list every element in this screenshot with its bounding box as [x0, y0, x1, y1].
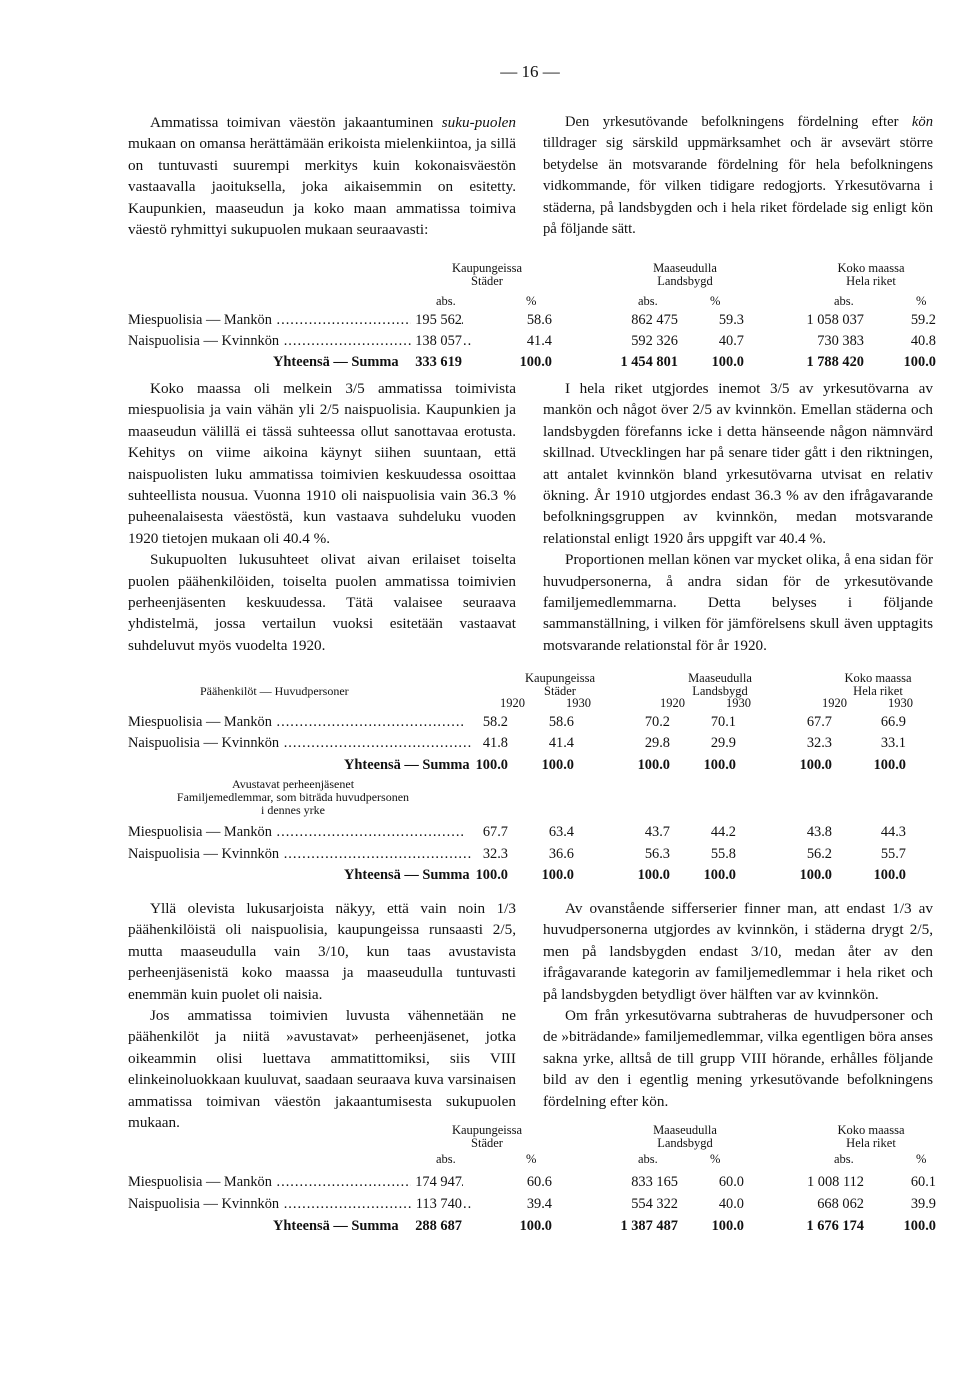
row-label: Naispuolisia — Kvinnkön ..... — [128, 1196, 472, 1213]
cell-city-abs: 174 947 — [411, 1174, 462, 1191]
fi-intro-lead: Ammatissa toimivan väestön jakaantuminen — [150, 114, 434, 131]
cell-value: 63.4 — [548, 824, 574, 840]
cell-value: 100.0 — [475, 757, 508, 773]
col-pct: % — [526, 1152, 537, 1166]
cell-city-pct: 100.0 — [519, 1218, 552, 1234]
cell-city-pct: 100.0 — [519, 354, 552, 370]
fi-intro-paragraph — [128, 112, 516, 240]
row-label: Yhteensä — Summa — [273, 354, 399, 370]
total-header-sv: Hela riket — [846, 274, 896, 288]
cell-total-pct: 40.8 — [910, 333, 936, 349]
cell-total-abs: 1 788 420 — [806, 354, 864, 370]
year-header-row — [128, 696, 936, 716]
cell-total-pct: 60.1 — [910, 1174, 936, 1190]
sv-mid-p2: Proportionen mellan könen var mycket olika, å ena sidan för huvudpersonerna, å andra sidan för de yrkesutövande familjemedlemmarna. Detta belyses i följande sammanställning, i vilken för jämförelsens skull även upptagits motsvarande relationstal för år 1920. — [543, 551, 933, 654]
cell-total-pct: 39.9 — [910, 1196, 936, 1212]
rural-header-sv: Landsbygd — [657, 1136, 713, 1150]
col-pct: % — [916, 294, 927, 308]
table-row — [128, 1196, 936, 1216]
cell-rural-abs: 1 387 487 — [620, 1218, 678, 1234]
rural-header — [610, 1124, 760, 1150]
cell-value: 100.0 — [799, 867, 832, 883]
table-sex-distribution-net — [128, 1124, 936, 1234]
table-row — [128, 735, 936, 755]
row-label: Miespuolisia — Mankön ..... — [128, 312, 465, 329]
table-subheader-row — [128, 294, 936, 314]
cell-value: 100.0 — [541, 757, 574, 773]
group2-title — [128, 778, 458, 817]
fi-low-p1: Yllä olevista lukusarjoista näkyy, että vain noin 1/3 päähenkilöistä oli naispuolisia, kaupungeissa runsaasti 2/5, mutta maaseudulla vain 3/10, kun taas avustavista perheenjäsenistä koko maassa ja maaseudulla tuntuvasti enemmän kuin puolet oli naisia. — [128, 900, 516, 1003]
cell-city-abs: 288 687 — [415, 1218, 462, 1234]
cell-rural-abs: 1 454 801 — [620, 354, 678, 370]
col-abs: abs. — [638, 294, 658, 308]
col-abs: abs. — [436, 294, 456, 308]
col-abs: abs. — [638, 1152, 658, 1166]
city-header-fi: Kaupungeissa — [451, 261, 523, 275]
cell-value: 100.0 — [475, 867, 508, 883]
col-year: 1920 — [660, 696, 685, 710]
total-header — [818, 672, 938, 698]
cell-value: 67.7 — [479, 824, 508, 841]
cell-total-pct: 59.2 — [910, 312, 936, 328]
cell-rural-pct: 100.0 — [711, 354, 744, 370]
cell-value: 100.0 — [637, 757, 670, 773]
table-sex-distribution — [128, 262, 936, 372]
sv-mid-p1: I hela riket utgjordes inemot 3/5 av yrkesutövarna av mankön och något över 2/5 av kvinnkön. Emellan städerna och landsbygden förefanns icke i detta hänseende någon nämnvärd skillnad. Utvecklingen har på senare tider gått i den riktningen, att antalet kvinnkön bland yrkesutövarna utvisat en relativ ökning. År 1910 utgjordes endast 36.3 % av den ifrågavarande befolkningsgruppen av kvinnkön, medan motsvarande relationstal enligt 1920 års uppgift var 40.4 %. — [543, 380, 933, 547]
city-header-sv: Städer — [471, 274, 503, 288]
cell-value: 43.7 — [644, 824, 670, 840]
rural-header — [610, 262, 760, 288]
cell-rural-pct: 40.0 — [718, 1196, 744, 1212]
cell-city-abs: 333 619 — [415, 354, 462, 370]
cell-rural-abs: 592 326 — [631, 333, 678, 349]
table-persons-comparison — [128, 668, 936, 888]
cell-value: 56.3 — [644, 846, 670, 862]
cell-value: 41.8 — [479, 735, 508, 752]
col-year: 1930 — [566, 696, 591, 710]
fi-mid-p1: Koko maassa oli melkein 3/5 ammatissa toimivista miespuolisia ja vain vähän yli 2/5 naispuolisia. Kaupunkien ja maaseudun välillä ei tässä suhteessa ollut sanottavaa erotusta. Kehitys on viime aikoina käynyt siihen suuntaan, että naispuolisten luku ammatissa toimivien keskuudessa osoittaa suhteellista nousua. Vuonna 1910 oli naispuolisia vain 36.3 % puheenalaisesta väestöstä, kun vastaava suhdeluku vuoden 1920 tietojen mukaan oli 40.4 %. — [128, 380, 516, 547]
total-header — [796, 262, 946, 288]
fi-mid-p2: Sukupuolten lukusuhteet olivat aivan erilaiset toiselta puolen päähenkilöiden, toiselta puolen ammatissa toimivien perheenjäsenten keskuudessa. Tätä valaisee seuraava yhdistelmä, jossa vertailun vuoksi esitetään vastaavat suhdeluvut myös vuodelta 1920. — [128, 551, 516, 654]
city-header-sv: Städer — [544, 684, 576, 698]
city-header — [412, 262, 562, 288]
cell-value: 100.0 — [637, 867, 670, 883]
cell-value: 29.8 — [644, 735, 670, 751]
cell-value: 44.2 — [710, 824, 736, 840]
col-year: 1930 — [726, 696, 751, 710]
cell-value: 100.0 — [873, 757, 906, 773]
row-label: Naispuolisia — Kvinnkön ..... — [128, 846, 472, 863]
rural-header-sv: Landsbygd — [657, 274, 713, 288]
col-year: 1920 — [822, 696, 847, 710]
table-subheader-row — [128, 1152, 936, 1172]
fi-low-p2: Jos ammatissa toimivien luvusta vähennetään ne päähenkilöt ja niitä »avustavat» perheenjäsenet, jotka oikeammin olisi luettava ammatittomiksi, siis VIII elinkeinoluokkaan kuuluvat, saadaan seuraava kuva varsinaisen ammatissa toimivan väestön jakaantumisesta sukupuolen mukaan. — [128, 1007, 516, 1132]
col-year: 1930 — [888, 696, 913, 710]
sv-intro-italic: kön — [911, 114, 933, 130]
rural-header-fi: Maaseudulla — [653, 261, 717, 275]
total-header-sv: Hela riket — [853, 684, 903, 698]
cell-total-abs: 1 676 174 — [806, 1218, 864, 1234]
cell-rural-pct: 100.0 — [711, 1218, 744, 1234]
fi-mid-paragraphs — [128, 378, 516, 656]
cell-value: 100.0 — [799, 757, 832, 773]
cell-city-pct: 60.6 — [526, 1174, 552, 1190]
cell-rural-abs: 833 165 — [631, 1174, 678, 1190]
cell-value: 44.3 — [880, 824, 906, 840]
col-abs: abs. — [834, 294, 854, 308]
sv-low-p1: Av ovanstående sifferserier finner man, att endast 1/3 av huvudpersonerna utgjordes av kvinnkön, i städerna drygt 2/5, men på landsbygden endast 3/10, medan åter av den ifrågavarande kategorin av familjemedlemmar i hela riket och på landsbygden betydligt över hälften var av kvinnkön. — [543, 900, 933, 1003]
row-label: Yhteensä — Summa — [344, 757, 470, 773]
rural-header-fi: Maaseudulla — [688, 671, 752, 685]
fi-low-paragraphs — [128, 898, 516, 1133]
cell-total-abs: 1 008 112 — [806, 1174, 864, 1190]
cell-city-pct: 58.6 — [526, 312, 552, 328]
col-year: 1920 — [500, 696, 525, 710]
table-row — [128, 312, 936, 332]
group1-title: Päähenkilöt — Huvudpersoner — [200, 684, 349, 698]
city-header-fi: Kaupungeissa — [451, 1123, 523, 1137]
total-header-fi: Koko maassa — [844, 671, 912, 685]
cell-total-pct: 100.0 — [903, 1218, 936, 1234]
col-pct: % — [916, 1152, 927, 1166]
group2-title-line: Familjemedlemmar, som biträda huvudpersonen — [176, 790, 410, 804]
cell-value: 100.0 — [873, 867, 906, 883]
cell-value: 100.0 — [703, 757, 736, 773]
cell-value: 55.8 — [710, 846, 736, 862]
sv-intro-lead: Den yrkesutövande befolkningens fördelning efter — [565, 114, 899, 130]
cell-value: 43.8 — [806, 824, 832, 840]
col-abs: abs. — [436, 1152, 456, 1166]
cell-rural-pct: 40.7 — [718, 333, 744, 349]
cell-value: 56.2 — [806, 846, 832, 862]
col-pct: % — [710, 1152, 721, 1166]
table-row-total — [128, 1218, 936, 1238]
table-row — [128, 824, 936, 844]
cell-value: 100.0 — [541, 867, 574, 883]
table-row — [128, 333, 936, 353]
row-label: Miespuolisia — Mankön ..... — [128, 824, 465, 841]
sv-mid-paragraphs — [543, 378, 933, 656]
row-label: Miespuolisia — Mankön ..... — [128, 1174, 465, 1191]
cell-value: 66.9 — [880, 714, 906, 730]
cell-rural-pct: 60.0 — [718, 1174, 744, 1190]
cell-value: 58.2 — [479, 714, 508, 731]
row-label: Naispuolisia — Kvinnkön ..... — [128, 735, 472, 752]
city-header — [412, 1124, 562, 1150]
rural-header-sv: Landsbygd — [692, 684, 748, 698]
cell-city-abs: 138 057 — [411, 333, 462, 350]
cell-value: 41.4 — [548, 735, 574, 751]
col-abs: abs. — [834, 1152, 854, 1166]
cell-value: 29.9 — [710, 735, 736, 751]
cell-value: 70.1 — [710, 714, 736, 730]
cell-city-abs: 113 740 — [412, 1196, 462, 1213]
row-label: Yhteensä — Summa — [273, 1218, 399, 1234]
cell-value: 58.6 — [548, 714, 574, 730]
cell-total-abs: 730 383 — [817, 333, 864, 349]
cell-value: 36.6 — [548, 846, 574, 862]
group2-title-line: Avustavat perheenjäsenet — [231, 777, 355, 791]
city-header-sv: Städer — [471, 1136, 503, 1150]
table-row-total — [128, 757, 936, 777]
table-row-total — [128, 354, 936, 374]
rural-header-fi: Maaseudulla — [653, 1123, 717, 1137]
table-row — [128, 1174, 936, 1194]
fi-intro-italic: suku-puolen — [441, 114, 516, 131]
row-label: Yhteensä — Summa — [344, 867, 470, 883]
total-header-fi: Koko maassa — [837, 261, 905, 275]
cell-value: 70.2 — [644, 714, 670, 730]
city-header — [500, 672, 620, 698]
group2-title-line: i dennes yrke — [261, 803, 325, 817]
cell-city-abs: 195 562 — [411, 312, 462, 329]
row-label: Miespuolisia — Mankön ..... — [128, 714, 465, 731]
cell-total-abs: 668 062 — [817, 1196, 864, 1212]
total-header-sv: Hela riket — [846, 1136, 896, 1150]
sv-low-p2: Om från yrkesutövarna subtraheras de huvudpersoner och de »biträdande» familjemedlemmar, vilka egentligen böra anses sakna yrke, alltså de till grupp VIII hörande, erhålles följande bild av den i egentlig mening yrkesutövande befolkningens fördelning efter kön. — [543, 1007, 933, 1110]
fi-intro-text: mukaan on omansa herättämään erikoista mielenkiintoa, ja sillä on tuntuvasti suurempi merkitys kuin kokonaisväestön vastaavalla jaoituksella, joka aikaisemmin on esitetty. Kaupunkien, maaseudun ja koko maan ammatissa toimiva väestö ryhmittyi sukupuolen mukaan seuraavasti: — [128, 135, 516, 239]
col-pct: % — [710, 294, 721, 308]
cell-value: 32.3 — [479, 846, 508, 863]
cell-value: 100.0 — [703, 867, 736, 883]
cell-rural-pct: 59.3 — [718, 312, 744, 328]
cell-value: 67.7 — [806, 714, 832, 730]
table-row — [128, 714, 936, 734]
sv-low-paragraphs — [543, 898, 933, 1112]
rural-header — [660, 672, 780, 698]
cell-rural-abs: 862 475 — [631, 312, 678, 328]
cell-city-pct: 39.4 — [526, 1196, 552, 1212]
cell-rural-abs: 554 322 — [631, 1196, 678, 1212]
cell-total-pct: 100.0 — [903, 354, 936, 370]
row-label: Naispuolisia — Kvinnkön ..... — [128, 333, 472, 350]
col-pct: % — [526, 294, 537, 308]
table-row — [128, 846, 936, 866]
sv-intro-paragraph — [543, 112, 933, 240]
cell-total-abs: 1 058 037 — [806, 312, 864, 328]
total-header-fi: Koko maassa — [837, 1123, 905, 1137]
cell-value: 55.7 — [880, 846, 906, 862]
cell-value: 33.1 — [880, 735, 906, 751]
cell-city-pct: 41.4 — [526, 333, 552, 349]
total-header — [796, 1124, 946, 1150]
cell-value: 32.3 — [806, 735, 832, 751]
city-header-fi: Kaupungeissa — [524, 671, 596, 685]
table-row-total — [128, 867, 936, 887]
page-number: — 16 — — [500, 62, 560, 81]
sv-intro-text: tilldrager sig särskild uppmärksamhet och är avsevärt större betydelse än motsvarande fördelning för hela befolkningens vidkommande, för vilken tidigare redogjorts. Yrkesutövarna i städerna, på landsbygden och i hela riket fördelade sig enligt kön på följande sätt. — [543, 135, 933, 238]
